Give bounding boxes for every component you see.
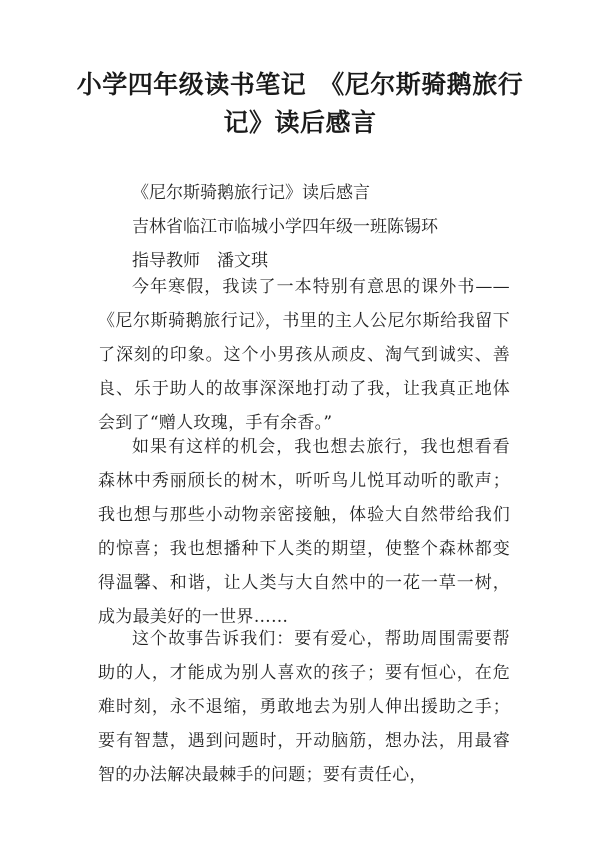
essay-subtitle: 《尼尔斯骑鹅旅行记》读后感言 [132,183,370,203]
author-line: 吉林省临江市临城小学四年级一班陈锡环 [132,217,438,237]
paragraph-1: 今年寒假，我读了一本特别有意思的课外书——《尼尔斯骑鹅旅行记》，书里的主人公尼尔斯给我留下了深刻的印象。这个小男孩从顽皮、淘气到诚实、善良、乐于助人的故事深深地打动了我，让我真正地体会到了“赠人玫瑰，手有余香。” [98,277,510,433]
paragraph-3: 这个故事告诉我们：要有爱心，帮助周围需要帮助的人，才能成为别人喜欢的孩子；要有恒心，在危难时刻，永不退缩，勇敢地去为别人伸出援助之手；要有智慧，遇到问题时，开动脑筋，想办法，用最睿智的办法解决最棘手的问题；要有责任心， [98,629,510,785]
paragraph-2: 如果有这样的机会，我也想去旅行，我也想看看森林中秀丽颀长的树木，听听鸟儿悦耳动听的歌声；我也想与那些小动物亲密接触，体验大自然带给我们的惊喜；我也想播种下人类的期望，使整个森林都变得温馨、和谐，让人类与大自然中的一花一草一树，成为最美好的一世界…… [98,437,510,627]
teacher-line: 指导教师 潘文琪 [132,251,268,271]
document-title: 小学四年级读书笔记 《尼尔斯骑鹅旅行记》读后感言 [76,70,524,137]
